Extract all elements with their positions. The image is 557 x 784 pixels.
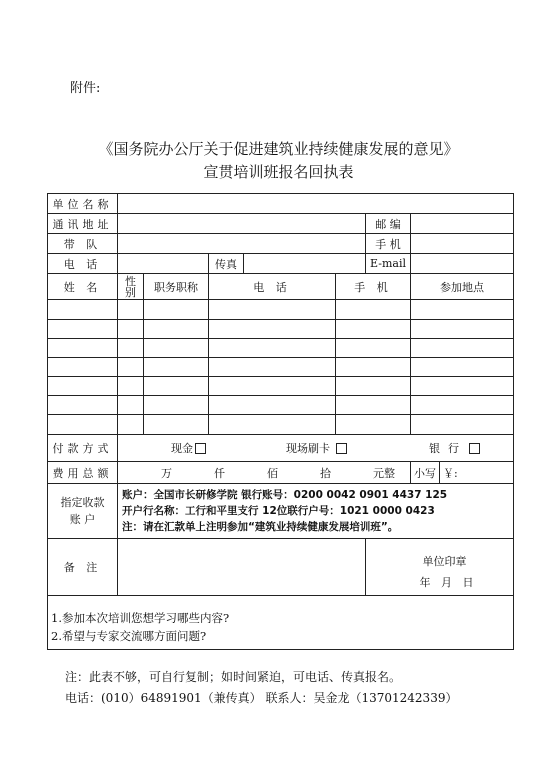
- payment-method-label: 付款方式: [48, 435, 118, 462]
- email-label: E-mail: [366, 254, 411, 274]
- attendee-mobile-cell[interactable]: [336, 396, 411, 415]
- postcode-label: 邮 编: [366, 214, 411, 234]
- attendee-location-cell[interactable]: [411, 358, 514, 377]
- attendee-position-cell[interactable]: [144, 300, 209, 320]
- attendee-gender-cell[interactable]: [118, 415, 144, 435]
- address-label: 通讯地址: [48, 214, 118, 234]
- account-line3: 注：请在汇款单上注明参加“建筑业持续健康发展培训班”。: [122, 521, 399, 533]
- payment-cash-label: 现金: [171, 442, 193, 455]
- question-2: 2.希望与专家交流哪方面问题?: [51, 629, 207, 643]
- leader-label: 带 队: [48, 234, 118, 254]
- attendee-position-cell[interactable]: [144, 358, 209, 377]
- payment-card-label: 现场刷卡: [286, 442, 330, 455]
- attendee-phone-cell[interactable]: [209, 415, 336, 435]
- fee-unit-qian: 仟: [214, 466, 225, 480]
- payment-bank-label: 银行: [429, 442, 467, 455]
- fee-unit-wan: 万: [161, 466, 172, 480]
- postcode-field[interactable]: [411, 214, 514, 234]
- payment-options: [118, 435, 514, 462]
- attendee-gender-cell[interactable]: [118, 377, 144, 396]
- attendee-gender-cell[interactable]: [118, 300, 144, 320]
- attendee-mobile-cell[interactable]: [336, 300, 411, 320]
- date-label: 年 月 日: [419, 576, 474, 589]
- attendee-gender-cell[interactable]: [118, 320, 144, 339]
- attendee-name-cell[interactable]: [48, 396, 118, 415]
- seal-label: 单位印章: [422, 555, 467, 568]
- fee-unit-bai: 佰: [267, 466, 278, 480]
- remarks-label: 备 注: [48, 539, 118, 596]
- document-subtitle: 宣贯培训班报名回执表: [203, 163, 354, 181]
- fee-total-label: 费用总额: [48, 462, 118, 484]
- lowercase-amount-field[interactable]: [440, 462, 514, 484]
- header-name: 姓 名: [48, 274, 118, 300]
- attendee-mobile-cell[interactable]: [336, 415, 411, 435]
- attendee-name-cell[interactable]: [48, 339, 118, 358]
- phone-field[interactable]: [118, 254, 209, 274]
- attendee-position-cell[interactable]: [144, 339, 209, 358]
- unit-name-label: 单位名称: [48, 194, 118, 214]
- attendee-phone-cell[interactable]: [209, 358, 336, 377]
- attendee-phone-cell[interactable]: [209, 377, 336, 396]
- attendee-gender-cell[interactable]: [118, 339, 144, 358]
- table-row: [48, 396, 514, 415]
- attendee-phone-cell[interactable]: [209, 320, 336, 339]
- attendee-mobile-cell[interactable]: [336, 339, 411, 358]
- header-mobile: 手 机: [336, 274, 411, 300]
- lowercase-label: 小写: [411, 462, 440, 484]
- document-title: 《国务院办公厅关于促进建筑业持续健康发展的意见》: [98, 140, 459, 158]
- table-row: [48, 415, 514, 435]
- table-row: [48, 358, 514, 377]
- header-phone: 电 话: [209, 274, 336, 300]
- seal-area: [366, 539, 514, 596]
- phone-label: 电 话: [48, 254, 118, 274]
- header-gender: 性别: [118, 274, 144, 300]
- attendee-phone-cell[interactable]: [209, 396, 336, 415]
- header-location: 参加地点: [411, 274, 514, 300]
- attendee-phone-cell[interactable]: [209, 300, 336, 320]
- account-label-line1: 指定收款: [60, 496, 105, 509]
- attendee-mobile-cell[interactable]: [336, 377, 411, 396]
- attendee-location-cell[interactable]: [411, 339, 514, 358]
- account-line1: 账户：全国市长研修学院 银行账号：0200 0042 0901 4437 125: [122, 489, 448, 501]
- footer-note: 注：此表不够，可自行复制；如时间紧迫，可电话、传真报名。: [65, 670, 402, 684]
- table-row: [48, 300, 514, 320]
- fee-unit-shi: 拾: [320, 466, 331, 480]
- account-line2: 开户行名称：工行和平里支行 12位联行户号：1021 0000 0423: [122, 505, 435, 517]
- payment-card-checkbox[interactable]: [336, 443, 347, 454]
- attendee-location-cell[interactable]: [411, 396, 514, 415]
- email-field[interactable]: [411, 254, 514, 274]
- payment-bank-checkbox[interactable]: [469, 443, 480, 454]
- attendee-name-cell[interactable]: [48, 377, 118, 396]
- attendee-position-cell[interactable]: [144, 377, 209, 396]
- leader-field[interactable]: [118, 234, 366, 254]
- attendee-name-cell[interactable]: [48, 358, 118, 377]
- address-field[interactable]: [118, 214, 366, 234]
- mobile-label: 手 机: [366, 234, 411, 254]
- table-row: [48, 320, 514, 339]
- attendee-name-cell[interactable]: [48, 300, 118, 320]
- attendee-gender-cell[interactable]: [118, 396, 144, 415]
- fee-unit-yuan: 元整: [373, 466, 395, 480]
- attendee-name-cell[interactable]: [48, 415, 118, 435]
- attendee-location-cell[interactable]: [411, 320, 514, 339]
- attendee-mobile-cell[interactable]: [336, 358, 411, 377]
- yen-label: ￥:: [443, 466, 458, 480]
- attendee-location-cell[interactable]: [411, 415, 514, 435]
- registration-form: [47, 193, 514, 650]
- account-label-line2: 账 户: [69, 513, 96, 526]
- mobile-field[interactable]: [411, 234, 514, 254]
- attendee-position-cell[interactable]: [144, 415, 209, 435]
- attendee-position-cell[interactable]: [144, 320, 209, 339]
- attendee-position-cell[interactable]: [144, 396, 209, 415]
- payment-cash-checkbox[interactable]: [195, 443, 206, 454]
- footer-contact: 电话：(010）64891901（兼传真） 联系人：吴金龙（13701242339）: [65, 691, 458, 705]
- attendee-gender-cell[interactable]: [118, 358, 144, 377]
- attendee-name-cell[interactable]: [48, 320, 118, 339]
- table-row: [48, 377, 514, 396]
- fee-total-field[interactable]: [118, 462, 411, 484]
- attachment-label: 附件:: [70, 81, 101, 96]
- unit-name-field[interactable]: [118, 194, 514, 214]
- attendee-phone-cell[interactable]: [209, 339, 336, 358]
- attendee-location-cell[interactable]: [411, 300, 514, 320]
- fax-field[interactable]: [244, 254, 366, 274]
- header-position: 职务职称: [144, 274, 209, 300]
- remarks-field[interactable]: [118, 539, 366, 596]
- question-1: 1.参加本次培训您想学习哪些内容?: [51, 611, 230, 625]
- fax-label: 传真: [209, 254, 244, 274]
- questions-area[interactable]: [48, 596, 514, 650]
- account-details: [118, 484, 514, 539]
- account-label: [48, 484, 118, 539]
- table-row: [48, 339, 514, 358]
- attendee-mobile-cell[interactable]: [336, 320, 411, 339]
- attendee-location-cell[interactable]: [411, 377, 514, 396]
